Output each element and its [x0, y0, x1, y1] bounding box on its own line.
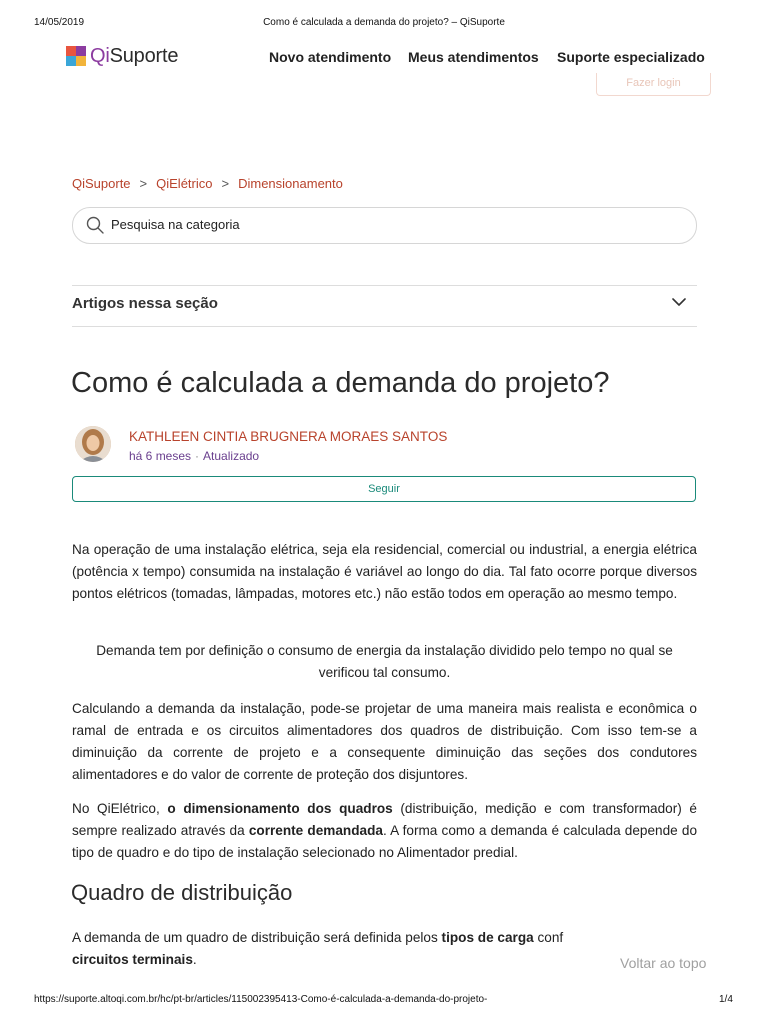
bold-circuitos-terminais: circuitos terminais: [72, 952, 193, 967]
paragraph-5: A demanda de um quadro de distribuição será definida pelos tipos de carga conf circuitos terminais.: [72, 930, 564, 967]
bold-tipos-de-carga: tipos de carga: [441, 930, 534, 945]
print-title: Como é calculada a demanda do projeto? – QiSuporte: [263, 17, 505, 28]
bold-dimensionamento: o dimensionamento dos quadros: [167, 801, 393, 816]
paragraph-4: No QiElétrico, o dimensionamento dos quadros (distribuição, medição e com transformador) é sempre realizado através da corrente demandada. A forma como a demanda é calculada depende do tipo de quadro e do tipo de instalação selecionado no Alimentador predial.: [72, 801, 698, 860]
follow-button[interactable]: Seguir: [72, 476, 696, 502]
breadcrumb-separator: >: [139, 176, 148, 191]
search-icon: [86, 216, 104, 234]
paragraph-1: Na operação de uma instalação elétrica, seja ela residencial, comercial ou industrial, a energia elétrica (potência x tempo) consumida na instalação é variável ao longo do dia. Tal fato ocorre porque diversos pontos elétricos (tomadas, lâmpadas, motores etc.) não estão todos em operação ao mesmo tempo.: [72, 542, 697, 601]
article-updated: Atualizado: [203, 449, 260, 463]
category-search: [72, 207, 697, 244]
author-name[interactable]: KATHLEEN CINTIA BRUGNERA MORAES SANTOS: [129, 429, 448, 444]
login-button[interactable]: Fazer login: [596, 73, 711, 96]
breadcrumb-item-qieletrico[interactable]: QiElétrico: [156, 176, 213, 191]
breadcrumb: [72, 176, 343, 191]
article-title: Como é calculada a demanda do projeto?: [71, 367, 610, 399]
nav-suporte-especializado[interactable]: Suporte especializado: [557, 49, 705, 65]
divider: [72, 285, 697, 286]
bold-corrente-demandada: corrente demandada: [248, 823, 383, 838]
articles-section-toggle[interactable]: Artigos nessa seção: [72, 295, 218, 312]
back-to-top-link[interactable]: Voltar ao topo: [614, 955, 706, 971]
paragraph-definition: Demanda tem por definição o consumo de energia da instalação dividido pelo tempo no qual se verificou tal consumo.: [96, 643, 673, 680]
qisuporte-logo[interactable]: [66, 43, 178, 69]
print-page-number: 1/4: [719, 994, 733, 1005]
logo-mark-icon: [66, 46, 86, 66]
logo-text: QiSuporte: [90, 44, 179, 67]
chevron-down-icon[interactable]: [672, 297, 686, 307]
author-avatar[interactable]: [75, 426, 111, 462]
article-time: há 6 meses: [129, 449, 192, 463]
nav-novo-atendimento[interactable]: Novo atendimento: [269, 49, 392, 65]
section-heading-quadro: Quadro de distribuição: [71, 880, 293, 905]
breadcrumb-item-dimensionamento[interactable]: Dimensionamento: [238, 176, 343, 191]
breadcrumb-item-qisuporte[interactable]: QiSuporte: [72, 176, 131, 191]
print-footer-url: https://suporte.altoqi.com.br/hc/pt-br/articles/115002395413-Como-é-calculada-a-demanda-do-projeto-: [34, 994, 488, 1005]
divider: [72, 326, 697, 327]
nav-meus-atendimentos[interactable]: Meus atendimentos: [408, 49, 539, 65]
search-input[interactable]: [111, 217, 671, 232]
article-meta: há 6 meses · Atualizado: [129, 449, 260, 463]
paragraph-3: Calculando a demanda da instalação, pode-se projetar de uma maneira mais realista e econômica o ramal de entrada e os circuitos alimentadores dos quadros de distribuição. Com isso tem-se a diminuição da corrente de projeto e a consequente diminuição das seções dos condutores alimentadores e do valor de corrente de proteção dos disjuntores.: [72, 701, 697, 782]
breadcrumb-separator: >: [221, 176, 230, 191]
print-date: 14/05/2019: [34, 17, 85, 28]
